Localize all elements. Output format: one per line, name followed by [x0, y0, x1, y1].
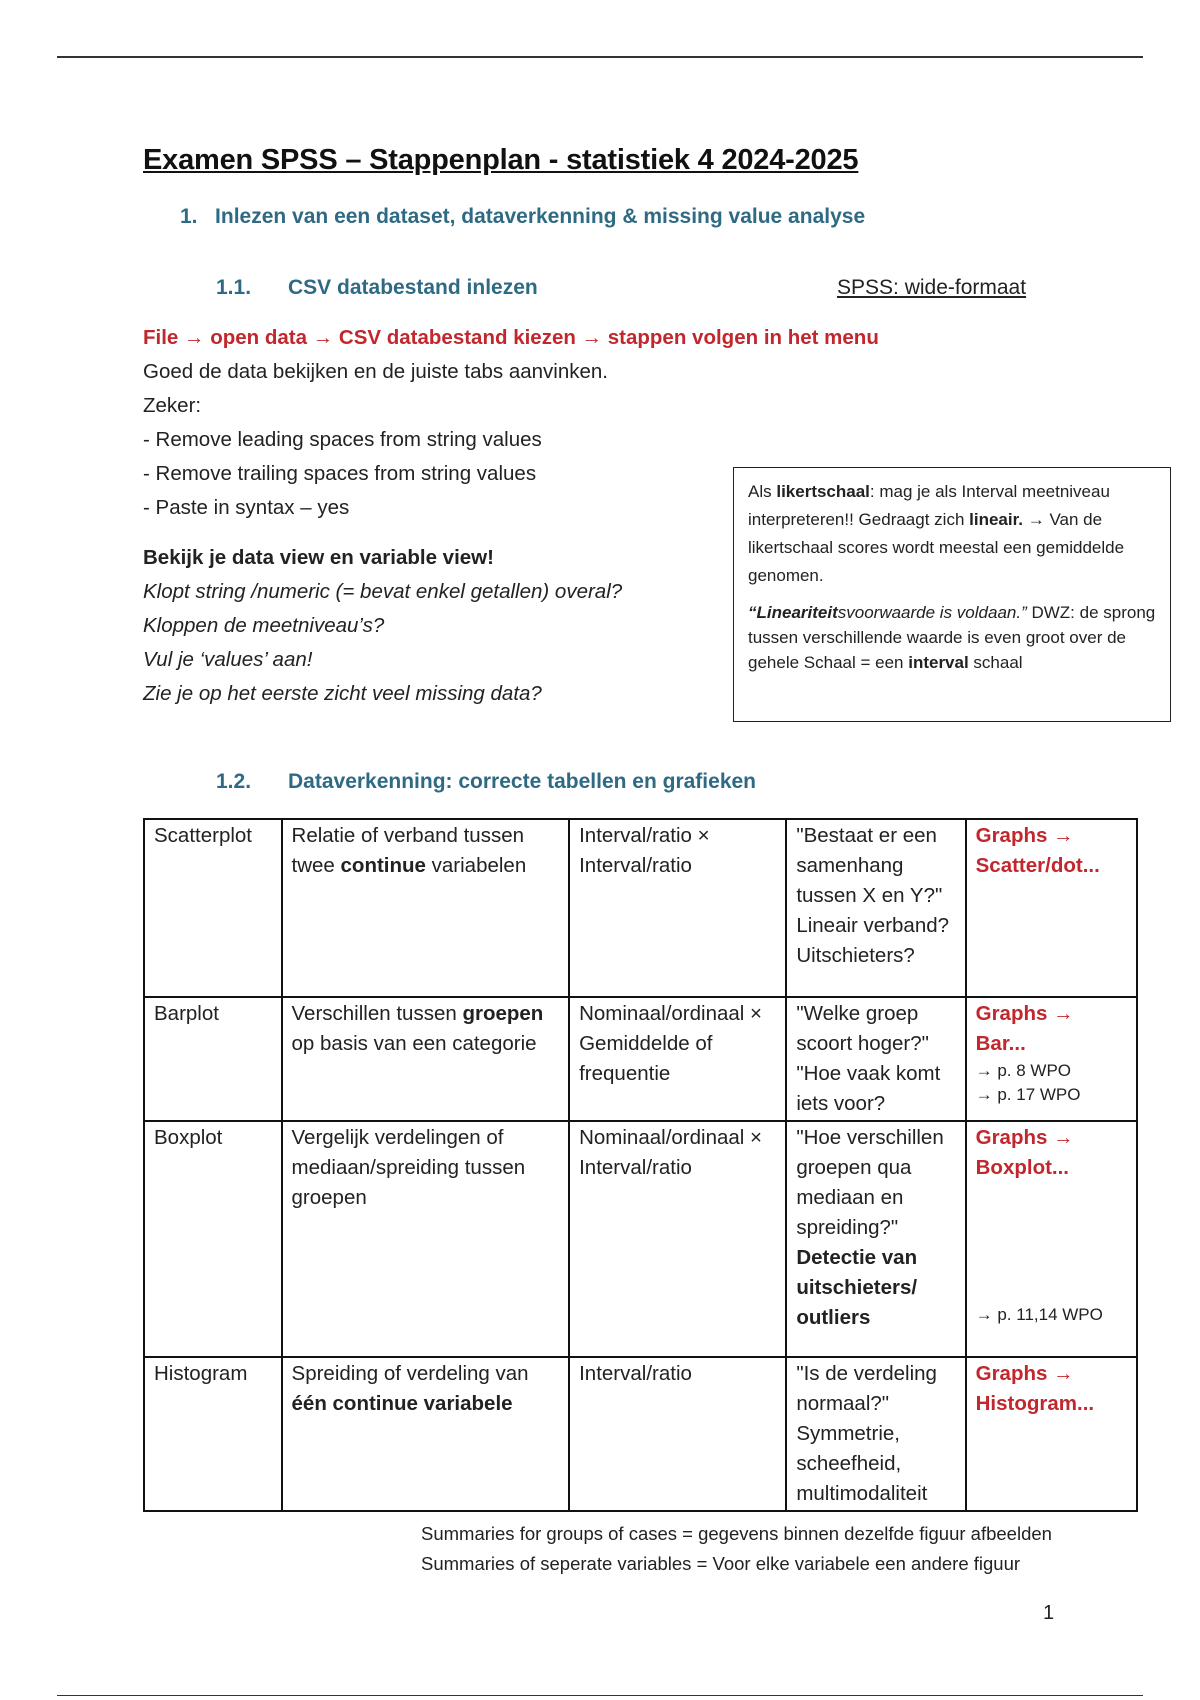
question-cell: "Welke groep scoort hoger?" "Hoe vaak komt iets voor? — [786, 997, 965, 1121]
bottom-rule — [57, 1695, 1143, 1696]
page-number: 1 — [1043, 1602, 1055, 1624]
check-question: Kloppen de meetniveau’s? — [143, 614, 385, 637]
question-cell: "Is de verdeling normaal?" Symmetrie, scheefheid, multimodaliteit — [786, 1357, 965, 1511]
menu-path: File → open data → CSV databestand kiezen → stappen volgen in het menu — [143, 326, 879, 349]
section-1-label: Inlezen van een dataset, dataverkenning & missing value analyse — [215, 205, 866, 228]
spss-menu-cell: Graphs → Histogram... — [966, 1357, 1137, 1511]
check-question: Klopt string /numeric (= bevat enkel getallen) overal? — [143, 580, 623, 603]
description-cell: Vergelijk verdelingen of mediaan/spreiding tussen groepen — [282, 1121, 570, 1357]
spss-menu-cell: Graphs → Bar... → p. 8 WPO → p. 17 WPO — [966, 997, 1137, 1121]
description-cell: Relatie of verband tussen twee continue variabelen — [282, 819, 570, 997]
description-cell: Spreiding of verdeling van één continue variabele — [282, 1357, 570, 1511]
bullet-item: - Remove trailing spaces from string values — [143, 462, 537, 485]
wpo-reference: → p. 11,14 WPO — [975, 1305, 1103, 1324]
wide-format-label: SPSS: wide-formaat — [837, 276, 1027, 299]
measurement-level-cell: Interval/ratio × Interval/ratio — [569, 819, 786, 997]
steps-line-1: Goed de data bekijken en de juiste tabs aanvinken. — [143, 360, 608, 383]
bullet-item: - Paste in syntax – yes — [143, 496, 350, 519]
section-1-1-label: CSV databestand inlezen — [288, 276, 538, 299]
bullet-item: - Remove leading spaces from string values — [143, 428, 542, 451]
note-paragraph-2: “Lineariteitsvoorwaarde is voldaan.” DWZ: de sprong tussen verschillende waarde is even groot over de gehele Schaal = een interval schaal — [748, 603, 1156, 672]
section-1-1-number: 1.1. — [216, 276, 252, 299]
chart-type-cell: Boxplot — [144, 1121, 282, 1357]
spss-menu-cell: Graphs → Boxplot... → p. 11,14 WPO — [966, 1121, 1137, 1357]
section-1-2-label: Dataverkenning: correcte tabellen en grafieken — [288, 770, 756, 793]
chart-type-cell: Histogram — [144, 1357, 282, 1511]
steps-line-2: Zeker: — [143, 394, 202, 417]
wpo-reference: → p. 17 WPO — [975, 1085, 1081, 1104]
measurement-level-cell: Interval/ratio — [569, 1357, 786, 1511]
section-1-heading — [180, 205, 865, 229]
check-heading: Bekijk je data view en variable view! — [143, 546, 494, 569]
section-1-2-heading — [216, 770, 756, 794]
question-cell: "Hoe verschillen groepen qua mediaan en spreiding?" Detectie van uitschieters/ outliers — [786, 1121, 965, 1357]
check-question: Vul je ‘values’ aan! — [143, 648, 313, 671]
chart-type-cell: Scatterplot — [144, 819, 282, 997]
measurement-level-cell: Nominaal/ordinaal × Interval/ratio — [569, 1121, 786, 1357]
summary-note: Summaries for groups of cases = gegevens binnen dezelfde figuur afbeelden — [421, 1523, 1052, 1544]
description-cell: Verschillen tussen groepen op basis van een categorie — [282, 997, 570, 1121]
question-cell: "Bestaat er een samenhang tussen X en Y?" Lineair verband? Uitschieters? — [786, 819, 965, 997]
measurement-level-cell: Nominaal/ordinaal × Gemiddelde of frequentie — [569, 997, 786, 1121]
section-1-1-heading — [216, 276, 538, 300]
section-1-number: 1. — [180, 205, 198, 228]
table-row — [144, 997, 1137, 1121]
top-rule — [57, 56, 1143, 58]
table-row — [144, 1121, 1137, 1357]
wpo-reference: → p. 8 WPO — [975, 1061, 1072, 1080]
table-row — [144, 1357, 1137, 1511]
check-question: Zie je op het eerste zicht veel missing data? — [143, 682, 542, 705]
likert-note-box — [733, 467, 1171, 722]
chart-type-cell: Barplot — [144, 997, 282, 1121]
section-1-2-number: 1.2. — [216, 770, 252, 793]
page-title: Examen SPSS – Stappenplan - statistiek 4 2024-2025 — [143, 144, 859, 176]
spss-menu-cell: Graphs → Scatter/dot... — [966, 819, 1137, 997]
data-exploration-table — [143, 818, 1138, 1512]
table-row — [144, 819, 1137, 997]
summary-note: Summaries of seperate variables = Voor elke variabele een andere figuur — [421, 1553, 1021, 1574]
note-paragraph-1: Als likertschaal: mag je als Interval meetniveau interpreteren!! Gedraagt zich lineair. → Van de likertschaal scores wordt meestal een gemiddelde genomen. — [748, 482, 1125, 585]
